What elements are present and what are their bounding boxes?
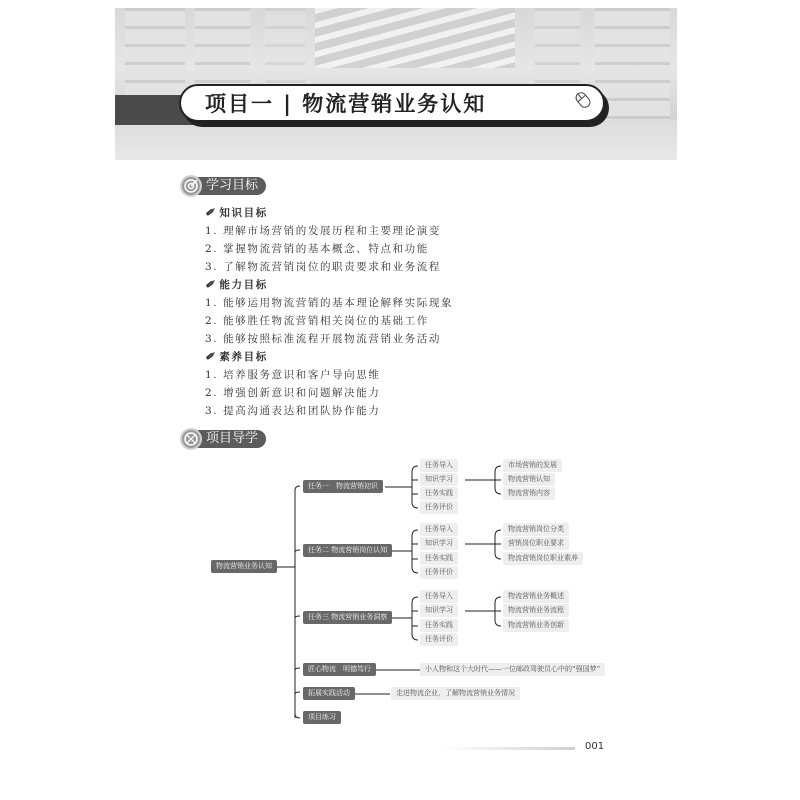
mindmap-knowledge[interactable]: 物流营销岗位职业素养 xyxy=(503,552,583,565)
mindmap-extra-3[interactable]: 项目练习 xyxy=(303,711,341,724)
mindmap-task-2[interactable]: 任务二 物流营销岗位认知 xyxy=(303,544,392,557)
mindmap-knowledge[interactable]: 市场营销的发展 xyxy=(503,459,562,472)
mindmap-step[interactable]: 知识学习 xyxy=(420,604,458,617)
objective-item: 1. 培养服务意识和客户导向思维 xyxy=(205,369,381,381)
mindmap-step[interactable]: 任务导入 xyxy=(420,459,458,472)
mindmap-step[interactable]: 任务实践 xyxy=(420,619,458,632)
objective-item: 2. 能够胜任物流营销相关岗位的基础工作 xyxy=(205,315,429,327)
mindmap-step[interactable]: 知识学习 xyxy=(420,473,458,486)
section-label: 学习目标 xyxy=(196,177,266,195)
mindmap-knowledge[interactable]: 物流营销认知 xyxy=(503,473,555,486)
objective-item: 2. 掌握物流营销的基本概念、特点和功能 xyxy=(205,243,429,255)
objective-item: 1. 理解市场营销的发展历程和主要理论演变 xyxy=(205,225,441,237)
mindmap-extra-1[interactable]: 匠心物流 明德笃行 xyxy=(303,663,376,676)
mindmap-extra-1-detail[interactable]: 小人物和这个大时代——一位邮政驾驶员心中的“强国梦” xyxy=(420,663,605,676)
mindmap-root[interactable]: 物流营销业务认知 xyxy=(211,560,277,573)
mindmap-task-1[interactable]: 任务一 物流营销初识 xyxy=(303,480,383,493)
mindmap-extra-2-detail[interactable]: 走进物流企业，了解物流营销业务情况 xyxy=(391,687,520,700)
objective-item: 3. 提高沟通表达和团队协作能力 xyxy=(205,405,381,417)
objective-heading-ability: ✐ 能力目标 xyxy=(205,279,268,291)
mindmap-knowledge[interactable]: 物流营销内容 xyxy=(503,487,555,500)
mindmap-step[interactable]: 任务导入 xyxy=(420,523,458,536)
page-number: 001 xyxy=(585,741,605,752)
objective-heading-knowledge: ✐ 知识目标 xyxy=(205,207,268,219)
objective-item: 2. 增强创新意识和问题解决能力 xyxy=(205,387,381,399)
mindmap-knowledge[interactable]: 物流营销业务概述 xyxy=(503,590,569,603)
mindmap-step[interactable]: 任务导入 xyxy=(420,590,458,603)
leaf-icon: ✐ xyxy=(205,207,216,219)
mindmap-knowledge[interactable]: 物流营销岗位分类 xyxy=(503,523,569,536)
mindmap-step[interactable]: 知识学习 xyxy=(420,537,458,550)
leaf-icon: ✐ xyxy=(205,351,216,363)
mindmap-extra-2[interactable]: 拓展实践活动 xyxy=(303,687,355,700)
mindmap-knowledge[interactable]: 物流营销业务创新 xyxy=(503,619,569,632)
section-label: 项目导学 xyxy=(196,430,266,448)
mindmap-step[interactable]: 任务评价 xyxy=(420,501,458,514)
objective-item: 1. 能够运用物流营销的基本理论解释实际现象 xyxy=(205,297,454,309)
mindmap-knowledge[interactable]: 营销岗位职业要求 xyxy=(503,537,569,550)
mindmap-step[interactable]: 任务实践 xyxy=(420,552,458,565)
chapter-title: 项目一 | 物流营销业务认知 xyxy=(205,92,487,116)
mindmap-task-3[interactable]: 任务三 物流营销业务洞察 xyxy=(303,611,392,624)
footer-divider xyxy=(440,747,575,750)
mindmap-knowledge[interactable]: 物流营销业务流程 xyxy=(503,604,569,617)
objective-item: 3. 了解物流营销岗位的职责要求和业务流程 xyxy=(205,261,441,273)
mindmap-step[interactable]: 任务评价 xyxy=(420,633,458,646)
objective-heading-quality: ✐ 素养目标 xyxy=(205,351,268,363)
mindmap-step[interactable]: 任务实践 xyxy=(420,487,458,500)
mindmap-step[interactable]: 任务评价 xyxy=(420,566,458,579)
objective-item: 3. 能够按照标准流程开展物流营销业务活动 xyxy=(205,333,441,345)
leaf-icon: ✐ xyxy=(205,279,216,291)
